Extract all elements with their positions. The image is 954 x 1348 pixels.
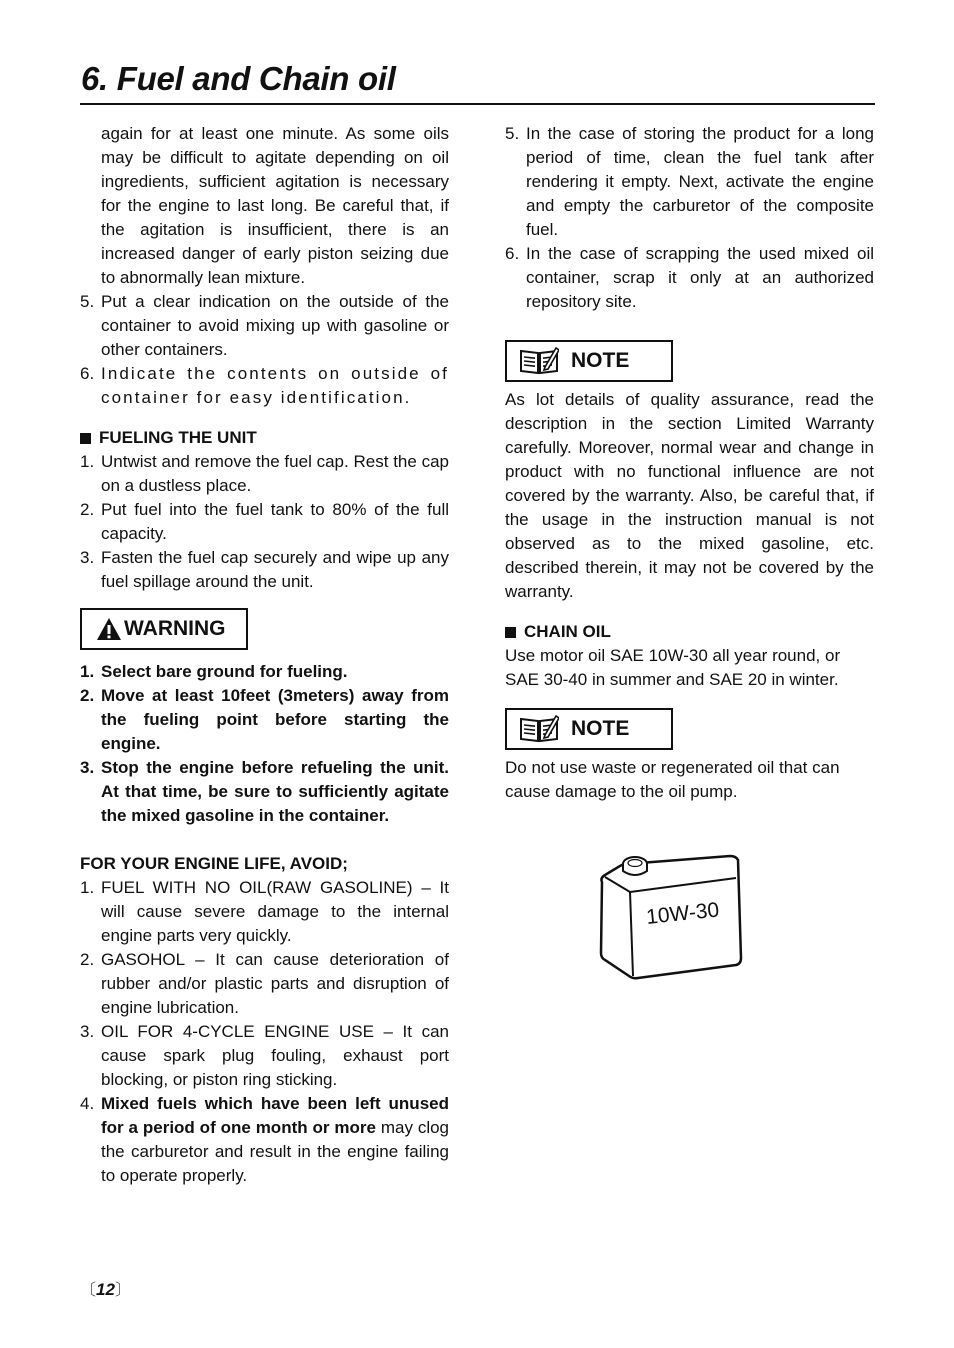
item-text: Fasten the fuel cap securely and wipe up any fuel spillage around the unit. [101, 548, 449, 591]
list-item [80, 948, 449, 1020]
list-item [80, 1092, 449, 1188]
item-number: 5. [80, 292, 95, 311]
item-text: Put a clear indication on the outside of the container to avoid mixing up with gasoline or other containers. [101, 292, 449, 359]
item-number: 2. [80, 950, 95, 969]
warning-item [80, 660, 449, 684]
note-book-pencil-icon [519, 715, 559, 743]
item-text: FUEL WITH NO OIL(RAW GASOLINE) – It will cause severe damage to the internal engine parts very quickly. [101, 878, 449, 945]
note-box [505, 340, 673, 382]
fueling-heading-text: FUELING THE UNIT [99, 428, 257, 447]
oil-can-illustration [596, 848, 746, 984]
chain-oil-text: Use motor oil SAE 10W-30 all year round, or SAE 30-40 in summer and SAE 20 in winter. [505, 646, 841, 689]
item-text: Move at least 10feet (3meters) away from the fueling point before starting the engine. [101, 686, 449, 753]
list-item [80, 362, 449, 410]
list-item [80, 1020, 449, 1092]
fueling-heading [80, 426, 449, 450]
left-column [80, 122, 449, 1188]
list-item [505, 122, 874, 242]
title-rule [80, 103, 875, 105]
item-number: 3. [80, 548, 95, 567]
chain-oil-heading [505, 620, 874, 644]
note-text: Do not use waste or regenerated oil that can cause damage to the oil pump. [505, 758, 840, 801]
chain-oil-heading-text: CHAIN OIL [524, 622, 611, 641]
note-box [505, 708, 673, 750]
note-label: NOTE [571, 717, 630, 740]
item-text: Put fuel into the fuel tank to 80% of the full capacity. [101, 500, 449, 543]
list-item [80, 450, 449, 498]
warning-box [80, 608, 248, 650]
item-text: Indicate the contents on outside of container for easy identification. [101, 364, 449, 407]
item-number: 1. [80, 662, 95, 681]
list-item [80, 546, 449, 594]
note-text: As lot details of quality assurance, read the description in the section Limited Warranty carefully. Moreover, normal wear and change in product with no functional influence are not covered by the warranty. Also, be careful that, if the usage in the instruction manual is not observed as to the mixed gasoline, etc. described therein, it may not be covered by the warranty. [505, 390, 874, 601]
list-item [505, 242, 874, 314]
warning-item [80, 756, 449, 828]
oil-can-label: 10W-30 [645, 898, 721, 929]
square-bullet-icon [505, 627, 516, 638]
item-number: 5. [505, 124, 520, 143]
item-rest-text: may clog the carburetor and result in the engine failing to operate properly. [101, 1118, 449, 1185]
item-number: 1. [80, 878, 95, 897]
intro-continuation: again for at least one minute. As some oils may be difficult to agitate depending on oil ingredients, sufficient agitation is necessary for the engine to last long. Be careful that, if the agitation is insufficient, there is an increased danger of early piston seizing due to abnormally lean mixture. [101, 124, 449, 287]
page-title: 6. Fuel and Chain oil [81, 60, 396, 97]
item-number: 2. [80, 500, 95, 519]
list-item [80, 876, 449, 948]
right-column [505, 122, 874, 804]
item-text: In the case of storing the product for a long period of time, clean the fuel tank after rendering it empty. Next, activate the engine and empty the carburetor of the composite fuel. [526, 124, 874, 239]
page-number [80, 1277, 131, 1300]
item-number: 6. [505, 244, 520, 263]
item-number: 2. [80, 686, 95, 705]
item-text: Select bare ground for fueling. [101, 662, 348, 681]
item-number: 1. [80, 452, 95, 471]
item-number: 4. [80, 1094, 95, 1113]
item-number: 6. [80, 364, 95, 383]
bracket-right: 〕 [114, 1282, 131, 1299]
item-text: GASOHOL – It can cause deterioration of rubber and/or plastic parts and disruption of engine lubrication. [101, 950, 449, 1017]
item-number: 3. [80, 1022, 95, 1041]
item-text [101, 1092, 449, 1188]
page-number-value: 12 [96, 1280, 115, 1299]
square-bullet-icon [80, 433, 91, 444]
item-bold-text: Mixed fuels which have been left unused for a period of one month or more [101, 1094, 449, 1137]
note-label: NOTE [571, 349, 630, 372]
item-text: In the case of scrapping the used mixed oil container, scrap it only at an authorized repository site. [526, 244, 874, 311]
warning-item [80, 684, 449, 756]
bracket-left: 〔 [80, 1282, 97, 1299]
list-item [80, 290, 449, 362]
item-text: Untwist and remove the fuel cap. Rest the cap on a dustless place. [101, 452, 449, 495]
note-book-pencil-icon [519, 347, 559, 375]
list-item [80, 498, 449, 546]
warning-label: WARNING [124, 617, 226, 640]
item-text: Stop the engine before refueling the unit. At that time, be sure to sufficiently agitate the mixed gasoline in the container. [101, 758, 449, 825]
item-text: OIL FOR 4-CYCLE ENGINE USE – It can cause spark plug fouling, exhaust port blocking, or piston ring sticking. [101, 1022, 449, 1089]
avoid-heading: FOR YOUR ENGINE LIFE, AVOID; [80, 854, 348, 873]
warning-triangle-icon [96, 617, 122, 641]
item-number: 3. [80, 758, 95, 777]
